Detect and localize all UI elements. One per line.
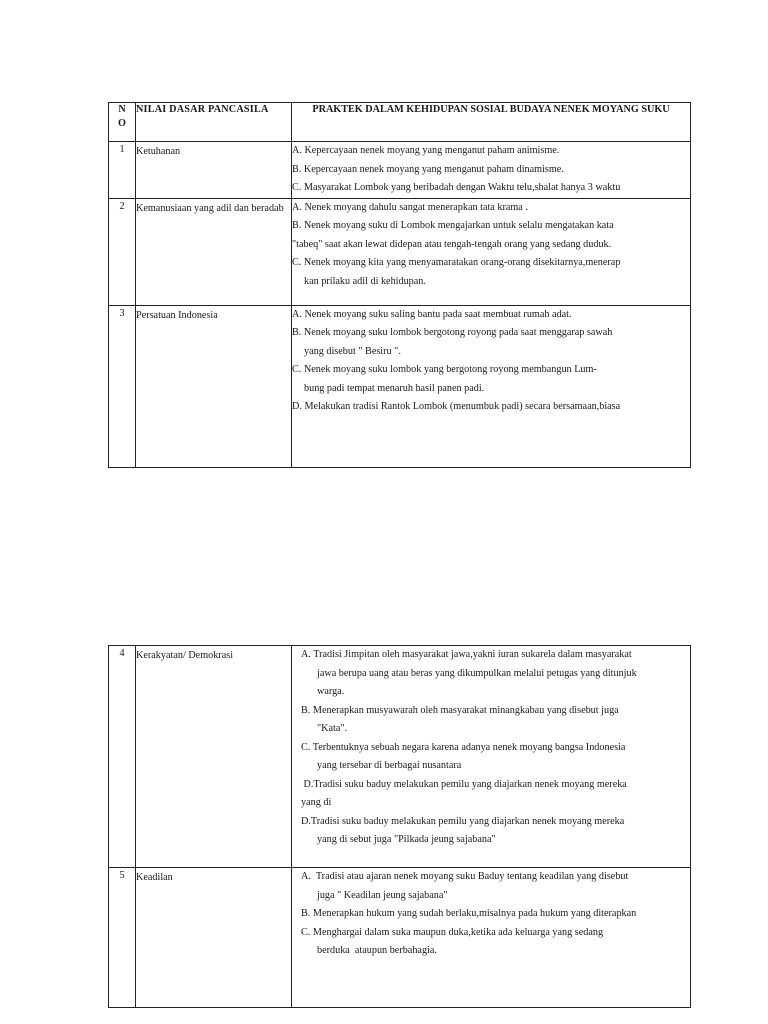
row-number: 1: [109, 142, 136, 199]
row-praktek: [292, 868, 691, 1008]
pancasila-table-part-2: [108, 645, 691, 1008]
header-no: N O: [109, 103, 136, 142]
table-row-5: [109, 868, 691, 1008]
praktek-line: C. Nenek moyang suku lombok yang bergotong royong membangun Lum-: [292, 364, 597, 375]
praktek-line: D.Tradisi suku baduy melakukan pemilu yang diajarkan nenek moyang mereka: [301, 815, 625, 827]
praktek-line: C. Nenek moyang kita yang menyamaratakan orang-orang disekitarnya,menerap: [292, 257, 621, 268]
header-praktek: PRAKTEK DALAM KEHIDUPAN SOSIAL BUDAYA NENEK MOYANG SUKU: [292, 103, 691, 142]
praktek-line: yang disebut " Besiru ".: [304, 345, 401, 357]
row-number: 5: [109, 868, 136, 1008]
praktek-line: A. Kepercayaan nenek moyang yang menganut paham animisme.: [292, 145, 560, 156]
praktek-line: D.Tradisi suku baduy melakukan pemilu yang diajarkan nenek moyang mereka: [301, 778, 627, 790]
praktek-line: kan prilaku adil di kehidupan.: [304, 275, 426, 287]
praktek-line: A. Nenek moyang dahulu sangat menerapkan tata krama .: [292, 201, 528, 213]
praktek-line: "tabeq" saat akan lewat didepan atau tengah-tengah orang yang sedang duduk.: [292, 238, 612, 250]
table-row-1: [109, 142, 691, 199]
header-nilai-dasar: NILAI DASAR PANCASILA: [136, 103, 292, 142]
row-praktek: [292, 198, 691, 305]
praktek-line: yang tersebar di berbagai nusantara: [317, 760, 462, 771]
praktek-line: yang di: [301, 797, 332, 808]
table-row-4: [109, 646, 691, 868]
row-nilai: Kemanusiaan yang adil dan beradab: [136, 198, 292, 305]
praktek-line: A. Nenek moyang suku saling bantu pada saat membuat rumah adat.: [292, 308, 572, 320]
row-nilai: Keadilan: [136, 868, 292, 1008]
praktek-line: berduka ataupun berbahagia.: [317, 945, 437, 956]
praktek-line: C. Terbentuknya sebuah negara karena adanya nenek moyang bangsa Indonesia: [301, 741, 626, 753]
praktek-line: juga " Keadilan jeung sajabana": [317, 889, 448, 901]
row-praktek: [292, 142, 691, 199]
praktek-line: "Kata".: [317, 723, 348, 734]
table-row-2: [109, 198, 691, 305]
praktek-line: B. Menerapkan musyawarah oleh masyarakat minangkabau yang disebut juga: [301, 704, 619, 716]
pancasila-table-part-1: [108, 102, 691, 468]
praktek-line: warga.: [317, 686, 345, 697]
row-nilai: Ketuhanan: [136, 142, 292, 199]
praktek-line: D. Melakukan tradisi Rantok Lombok (menumbuk padi) secara bersamaan,biasa: [292, 401, 621, 412]
row-nilai: Kerakyatan/ Demokrasi: [136, 646, 292, 868]
praktek-line: bung padi tempat menaruh hasil panen padi.: [304, 382, 485, 394]
table-row-3: [109, 305, 691, 467]
row-number: 3: [109, 305, 136, 467]
praktek-line: B. Menerapkan hukum yang sudah berlaku,misalnya pada hukum yang diterapkan: [301, 908, 637, 919]
row-nilai: Persatuan Indonesia: [136, 305, 292, 467]
row-praktek: [292, 646, 691, 868]
row-number: 2: [109, 198, 136, 305]
praktek-line: jawa berupa uang atau beras yang dikumpulkan melalui petugas yang ditunjuk: [317, 667, 637, 679]
praktek-line: C. Masyarakat Lombok yang beribadah dengan Waktu telu,shalat hanya 3 waktu: [292, 182, 621, 193]
praktek-line: yang di sebut juga "Pilkada jeung sajabana": [317, 834, 496, 845]
praktek-line: B. Kepercayaan nenek moyang yang menganut paham dinamisme.: [292, 163, 564, 175]
row-praktek: [292, 305, 691, 467]
praktek-line: A. Tradisi Jimpitan oleh masyarakat jawa,yakni iuran sukarela dalam masyarakat: [301, 649, 632, 660]
row-number: 4: [109, 646, 136, 868]
praktek-line: B. Nenek moyang suku di Lombok mengajarkan untuk selalu mengatakan kata: [292, 220, 614, 231]
header-row: [109, 103, 691, 142]
praktek-line: C. Menghargai dalam suka maupun duka,ketika ada keluarga yang sedang: [301, 926, 604, 938]
praktek-line: B. Nenek moyang suku lombok bergotong royong pada saat menggarap sawah: [292, 327, 613, 338]
praktek-line: A. Tradisi atau ajaran nenek moyang suku Baduy tentang keadilan yang disebut: [301, 871, 629, 882]
